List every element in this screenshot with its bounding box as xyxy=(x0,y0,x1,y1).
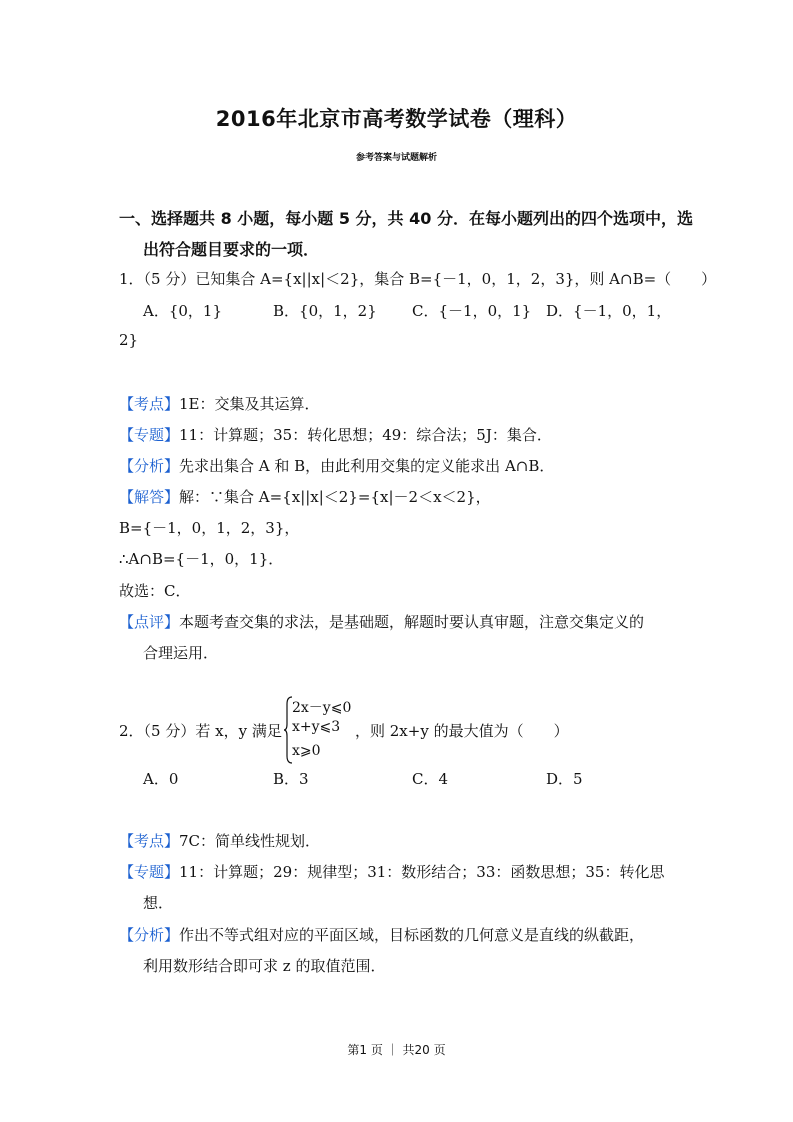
system-ineq-1: 2x－y⩽0 xyxy=(292,700,352,716)
q2-zhuanti xyxy=(119,861,664,882)
fenxi-tag: 【分析】 xyxy=(119,457,180,475)
q1-stem: 1．（5 分）已知集合 A={x||x|＜2}，集合 B={－1，0，1，2，3}，则 A∩B=（ ） xyxy=(119,270,717,288)
fenxi-text: 作出不等式组对应的平面区域，目标函数的几何意义是直线的纵截距， xyxy=(179,926,645,944)
q2-option-c: C．4 xyxy=(412,770,449,788)
page-subtitle: 参考答案与试题解析 xyxy=(355,153,437,163)
q2-fenxi xyxy=(119,924,644,945)
q1-dianping xyxy=(119,611,644,632)
system-ineq-2: x+y⩽3 xyxy=(292,719,341,735)
q2-fenxi-line2: 利用数形结合即可求 z 的取值范围． xyxy=(143,957,386,975)
q2-option-b: B．3 xyxy=(273,770,309,788)
q2-stem-pre: 2．（5 分）若 x，y 满足 xyxy=(119,722,282,740)
q1-option-c: C．{－1，0，1} xyxy=(412,302,532,320)
kaodian-tag: 【考点】 xyxy=(119,832,180,850)
q1-choice: 故选：C． xyxy=(119,582,191,600)
q1-jieda xyxy=(119,486,491,507)
zhuanti-tag: 【专题】 xyxy=(119,426,180,444)
q1-kaodian xyxy=(119,393,320,414)
system-ineq-3: x⩾0 xyxy=(292,743,321,759)
q1-option-d-wrap: 2} xyxy=(119,331,139,349)
fenxi-text: 先求出集合 A 和 B，由此利用交集的定义能求出 A∩B． xyxy=(179,457,555,475)
jieda-text: 解：∵集合 A={x||x|＜2}={x|－2＜x＜2}， xyxy=(179,488,491,506)
zhuanti-text: 11：计算题；35：转化思想；49：综合法；5J：集合． xyxy=(179,426,552,444)
q1-jieda-line2: B={－1，0，1，2，3}， xyxy=(119,519,300,537)
page-title: 2016年北京市高考数学试卷（理科） xyxy=(215,107,578,131)
kaodian-text: 7C：简单线性规划． xyxy=(179,832,321,850)
q2-stem-post: ，则 2x+y 的最大值为（ ） xyxy=(355,722,569,740)
q2-option-a: A．0 xyxy=(143,770,179,788)
q1-option-b: B．{0，1，2} xyxy=(273,302,377,320)
kaodian-text: 1E：交集及其运算． xyxy=(179,395,320,413)
fenxi-tag: 【分析】 xyxy=(119,926,180,944)
q2-zhuanti-line2: 想． xyxy=(143,894,174,912)
page-footer: 第1 页 ｜ 共20 页 xyxy=(347,1043,446,1057)
q1-zhuanti xyxy=(119,424,552,445)
q1-option-d: D．{－1，0，1， xyxy=(546,302,672,320)
q1-dianping-line2: 合理运用． xyxy=(143,644,219,662)
dianping-text: 本题考查交集的求法，是基础题，解题时要认真审题，注意交集定义的 xyxy=(179,613,645,631)
q2-option-d: D．5 xyxy=(546,770,583,788)
section-heading-line1: 一、选择题共 8 小题，每小题 5 分，共 40 分．在每小题列出的四个选项中，选 xyxy=(119,209,693,228)
dianping-tag: 【点评】 xyxy=(119,613,180,631)
q1-option-a: A．{0，1} xyxy=(143,302,223,320)
zhuanti-text: 11：计算题；29：规律型；31：数形结合；33：函数思想；35：转化思 xyxy=(179,863,665,881)
zhuanti-tag: 【专题】 xyxy=(119,863,180,881)
section-heading-line2: 出符合题目要求的一项． xyxy=(143,240,320,259)
q1-jieda-line3: ∴A∩B={－1，0，1}． xyxy=(119,550,284,568)
q1-fenxi xyxy=(119,455,554,476)
kaodian-tag: 【考点】 xyxy=(119,395,180,413)
jieda-tag: 【解答】 xyxy=(119,488,180,506)
q2-kaodian xyxy=(119,830,320,851)
